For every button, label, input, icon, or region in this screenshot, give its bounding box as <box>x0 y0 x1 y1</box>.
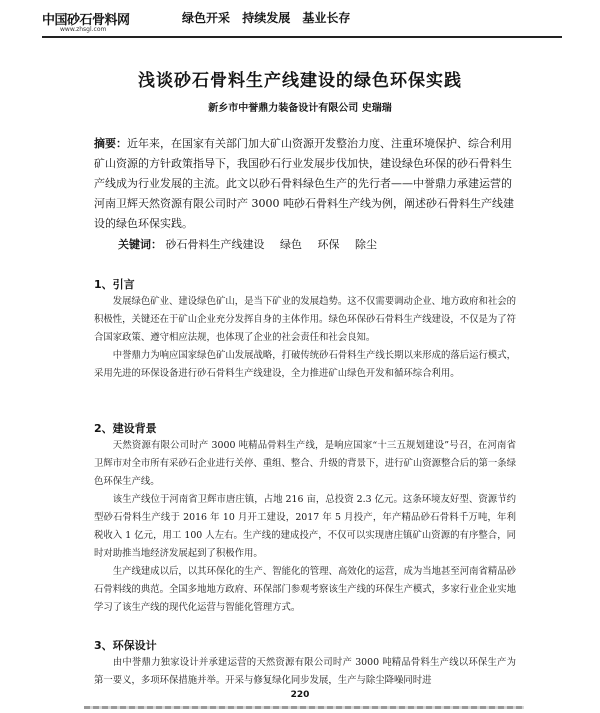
slogan-1: 绿色开采 <box>182 11 231 25</box>
keyword: 环保 <box>317 238 340 251</box>
page-number: 220 <box>290 690 310 700</box>
keywords-label: 关键词： <box>118 238 162 251</box>
abstract-label: 摘要： <box>94 137 127 150</box>
keyword: 绿色 <box>280 238 302 251</box>
abstract-text: 近年来，在国家有关部门加大矿山资源开发整治力度、注重环境保护、综合利用矿山资源的方针政策指导下，我国砂石行业发展步伐加快，建设绿色环保的砂石骨料生产线成为行业发展的主流。此文以砂石骨料绿色生产的先行者——中誉鼎力承建运营的河南卫辉天然资源有限公司时产 3000 吨砂石骨料生产线为例，阐述砂石骨料生产线建设的绿色环保实践。 <box>94 137 514 230</box>
section-heading-background: 2、建设背景 <box>94 422 157 435</box>
paragraph: 天然资源有限公司时产 3000 吨精品骨料生产线，是响应国家“十三五规划建设”号召，在河南省卫辉市对全市所有采砂石企业进行关停、重组、整合、升级的背景下，进行矿山资源整合后的第一条绿色环保生产线。 <box>94 440 516 487</box>
keyword: 砂石骨料生产线建设 <box>165 238 265 251</box>
header-divider <box>42 36 562 38</box>
keyword: 除尘 <box>355 238 377 251</box>
article-author: 新乡市中誉鼎力装备设计有限公司 史瑞瑞 <box>208 103 392 114</box>
paragraph: 该生产线位于河南省卫辉市唐庄镇，占地 216 亩，总投资 2.3 亿元。这条环境友好型、资源节约型砂石骨料生产线于 2016 年 10 月开工建设，2017 年 5 月投产，年产精品砂石骨料千万吨，年利税收入 1 亿元，用工 100 人左右。生产线的建成投产，不仅可以实现唐庄镇矿山资源的有序整合，同时对助推当地经济发展起到了积极作用。 <box>94 494 516 559</box>
abstract <box>94 134 514 234</box>
section-heading-design: 3、环保设计 <box>94 639 157 652</box>
article-title: 浅谈砂石骨料生产线建设的绿色环保实践 <box>138 71 462 91</box>
slogan-3: 基业长存 <box>302 11 351 25</box>
slogan-2: 持续发展 <box>242 11 291 25</box>
paragraph: 由中誉鼎力独家设计并承建运营的天然资源有限公司时产 3000 吨精品骨料生产线以环保生产为第一要义，多项环保措施并举。开采与修复绿化同步发展，生产与除尘降噪同时进 <box>94 657 516 686</box>
keywords <box>118 236 389 252</box>
footer-divider <box>84 706 524 709</box>
paragraph: 发展绿色矿业、建设绿色矿山，是当下矿业的发展趋势。这不仅需要调动企业、地方政府和社会的积极性，关键还在于矿山企业充分发挥自身的主体作用。绿色环保砂石骨料生产线建设，不仅是为了符合国家政策、遵守相应法规，也体现了企业的社会责任和社会良知。 <box>94 296 516 343</box>
paragraph: 生产线建成以后，以其环保化的生产、智能化的管理、高效化的运营，成为当地甚至河南省精品砂石骨料线的典范。全国多地地方政府、环保部门参观考察该生产线的环保生产模式，多家行业企业实地学习了该生产线的现代化运营与智能化管理方式。 <box>94 566 516 613</box>
journal-header <box>42 9 562 39</box>
masthead-logo: 中国砂石骨料网 <box>42 13 130 28</box>
paragraph: 中誉鼎力为响应国家绿色矿山发展战略，打破传统砂石骨料生产线长期以来形成的落后运行模式，采用先进的环保设备进行砂石骨料生产线建设，全力推进矿山绿色开发和循环综合利用。 <box>94 350 516 379</box>
masthead-url: www.zhsgl.com <box>60 26 107 33</box>
header-slogans <box>182 9 358 26</box>
section-heading-intro: 1、引言 <box>94 278 135 291</box>
